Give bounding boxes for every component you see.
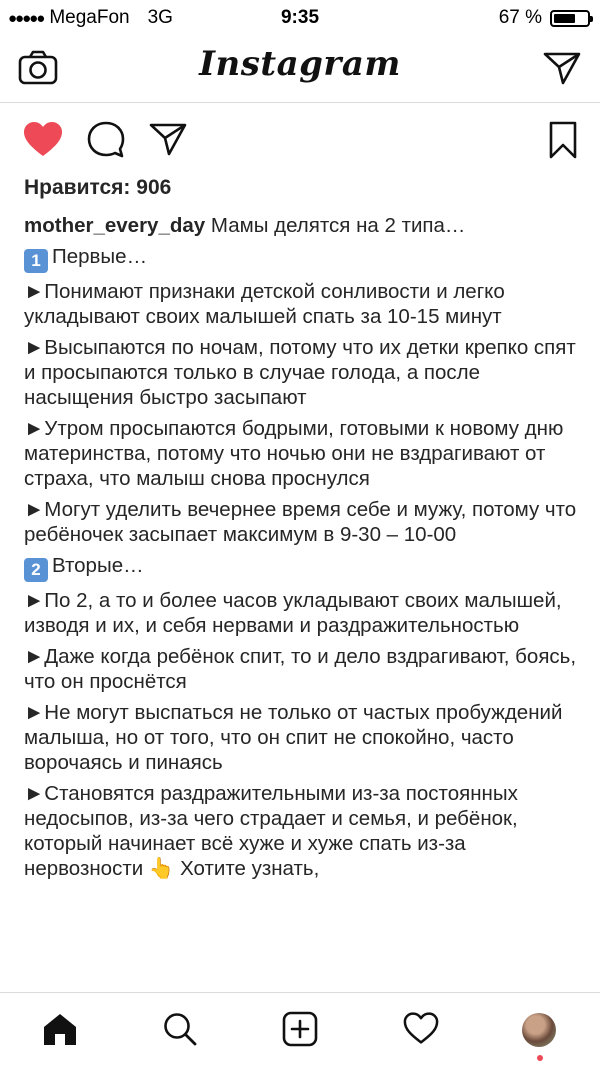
signal-strength-icon: ●●●●● — [8, 9, 44, 27]
section-heading-second — [24, 553, 584, 582]
battery-percent: 67 % — [498, 7, 542, 28]
caption-line: ►Высыпаются по ночам, потому что их детки крепко спят и просыпаются только в случае голода, а после насыщения быстро засыпают — [24, 336, 576, 409]
battery-icon — [550, 10, 590, 27]
carrier-name: MegaFon — [49, 7, 130, 28]
network-type: 3G — [147, 7, 173, 28]
clock: 9:35 — [280, 7, 320, 28]
activity-heart-icon[interactable] — [402, 1011, 440, 1050]
caption-intro-text: Мамы делятся на 2 типа… — [210, 214, 466, 237]
caption-line: ►Понимают признаки детской сонливости и легко укладывают своих малышей спать за 10-15 минут — [24, 280, 505, 328]
caption-intro — [24, 213, 584, 238]
keycap-two-icon: 2 — [24, 558, 48, 582]
top-navigation — [0, 36, 600, 103]
caption-line: ►Могут уделить вечернее время себе и мужу, потому что ребёночек засыпает максимум в 9-30 – 10-00 — [24, 498, 577, 546]
status-bar — [0, 0, 600, 36]
avatar — [522, 1013, 556, 1047]
section-title-second: Вторые… — [52, 554, 144, 577]
caption-line: ►Утром просыпаются бодрыми, готовыми к новому дню материнства, потому что ночью они не вздрагивают от страха, что малыш снова проснулся — [24, 417, 564, 490]
caption-line: ►Не могут выспаться не только от частых пробуждений малыша, но от того, что он спит не спокойно, часто ворочаясь и пинаясь — [24, 701, 563, 774]
bottom-tab-bar — [0, 992, 600, 1067]
home-icon[interactable] — [42, 1011, 78, 1052]
likes-count[interactable]: Нравится: 906 — [24, 176, 172, 199]
keycap-one-icon: 1 — [24, 249, 48, 273]
notification-dot — [537, 1055, 543, 1061]
profile-avatar[interactable] — [522, 1013, 556, 1047]
bookmark-icon[interactable] — [548, 120, 578, 165]
add-post-icon[interactable] — [282, 1011, 318, 1052]
comment-icon[interactable] — [86, 120, 126, 165]
like-heart-icon[interactable] — [22, 120, 64, 163]
instagram-logo: Instagram — [199, 44, 401, 84]
search-icon[interactable] — [162, 1011, 198, 1052]
section-title-first: Первые… — [52, 245, 148, 268]
direct-send-icon[interactable] — [542, 50, 582, 91]
caption-line: ►Становятся раздражительными из-за постоянных недосыпов, из-за чего страдает и семья, и ребёнок, который начинает всё хуже и хуже спать из-за нервозности 👆 Хотите узнать, — [24, 782, 518, 880]
battery-fill — [554, 14, 575, 23]
post-actions — [0, 118, 600, 164]
caption-line: ►По 2, а то и более часов укладывают своих малышей, изводя и их, и себя нервами и раздражительностью — [24, 589, 562, 637]
section-heading-first — [24, 244, 584, 273]
post-username[interactable]: mother_every_day — [24, 214, 206, 237]
post-caption — [24, 213, 584, 887]
share-icon[interactable] — [148, 120, 188, 163]
caption-line: ►Даже когда ребёнок спит, то и дело вздрагивают, боясь, что он проснётся — [24, 645, 577, 693]
